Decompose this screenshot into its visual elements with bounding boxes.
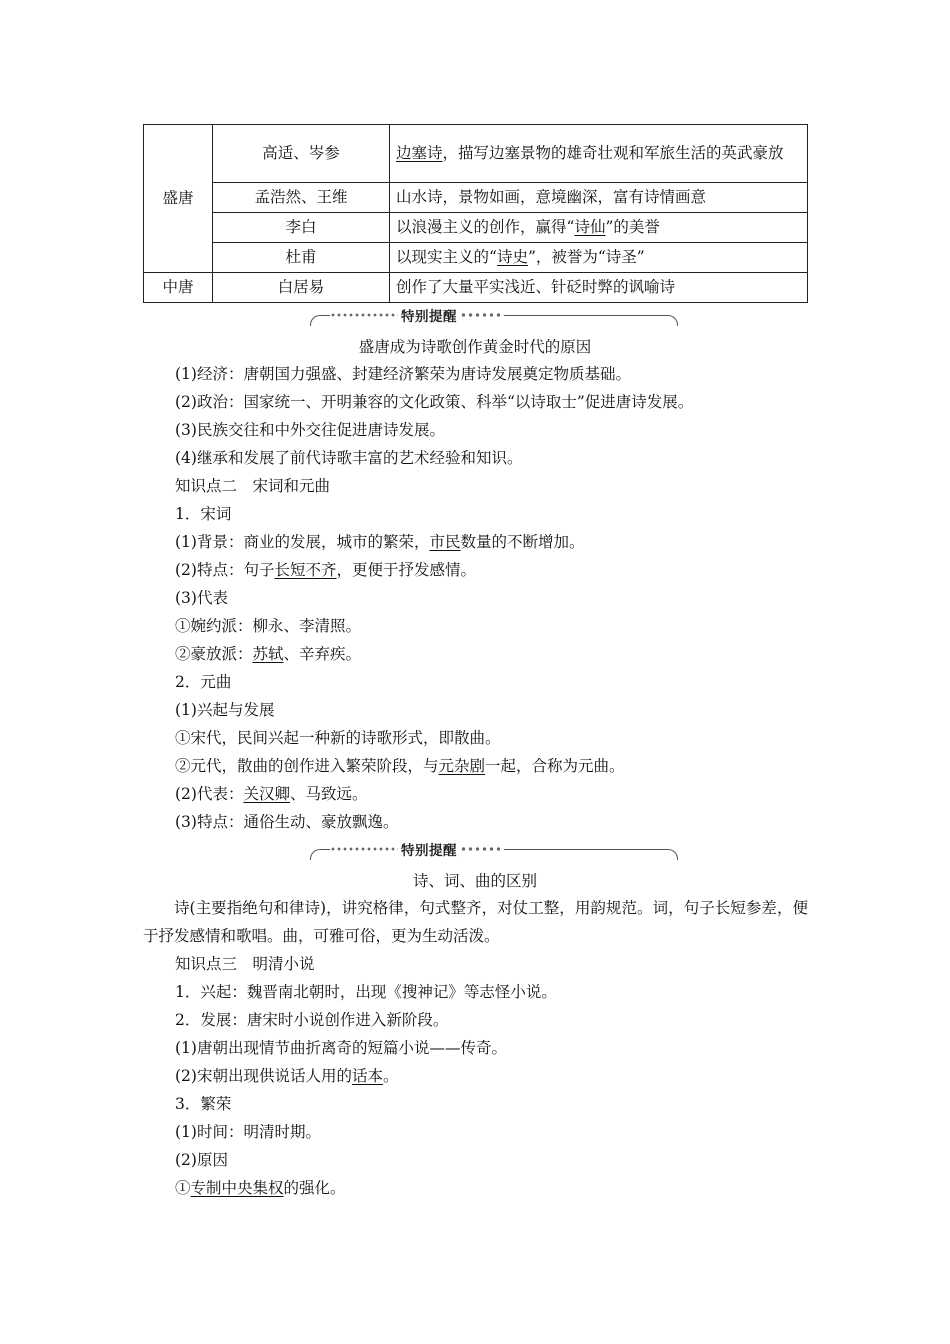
list-item: ①婉约派：柳永、李清照。: [175, 617, 362, 635]
list-item: (4)继承和发展了前代诗歌丰富的艺术经验和知识。: [175, 449, 523, 467]
dotted-ornament: [330, 844, 398, 854]
list-item: (3)代表: [175, 589, 228, 607]
underlined-term: 元杂剧: [438, 757, 486, 775]
list-item: ②元代，散曲的创作进入繁荣阶段，与元杂剧一起，合称为元曲。: [175, 757, 625, 775]
reminder-paragraph: 诗(主要指绝句和律诗)，讲究格律，句式整齐，对仗工整，用韵规范。词，句子长短参差，便于抒发感情和歌唱。曲，可雅可俗，更为生动活泼。: [143, 899, 808, 945]
table-row: [144, 243, 808, 273]
underlined-term: 话本: [351, 1067, 383, 1085]
poet-cell: 杜甫: [213, 243, 390, 273]
list-item: (1)时间：明清时期。: [175, 1123, 321, 1141]
desc-cell: 边塞诗，描写边塞景物的雄奇壮观和军旅生活的英武豪放: [390, 125, 808, 183]
subsection-heading: 2．元曲: [175, 673, 232, 691]
list-item: (3)民族交往和中外交往促进唐诗发展。: [175, 421, 445, 439]
list-item: (2)代表：关汉卿、马致远。: [175, 785, 368, 803]
list-item: ①专制中央集权的强化。: [175, 1179, 346, 1197]
poet-cell: 李白: [213, 213, 390, 243]
list-item: (2)原因: [175, 1151, 228, 1169]
dynasty-cell: 中唐: [144, 273, 213, 303]
desc-cell: 山水诗，景物如画，意境幽深，富有诗情画意: [390, 183, 808, 213]
list-item: (2)宋朝出现供说话人用的话本。: [175, 1067, 399, 1085]
dotted-ornament: [330, 310, 398, 320]
reminder-title: 诗、词、曲的区别: [412, 872, 537, 890]
list-item: (3)特点：通俗生动、豪放飘逸。: [175, 813, 399, 831]
poet-cell: 白居易: [213, 273, 390, 303]
list-item: ②豪放派：苏轼、辛弃疾。: [175, 645, 362, 663]
table-row: [144, 125, 808, 183]
desc-cell: 以浪漫主义的创作，赢得“诗仙”的美誉: [390, 213, 808, 243]
table-row: [144, 183, 808, 213]
list-item: (1)兴起与发展: [175, 701, 275, 719]
poet-cell: 高适、岑参: [213, 125, 390, 183]
list-item: 2．发展：唐宋时小说创作进入新阶段。: [175, 1011, 449, 1029]
list-item: (2)特点：句子长短不齐，更便于抒发感情。: [175, 561, 476, 579]
section-heading: 知识点二 宋词和元曲: [175, 477, 331, 495]
special-reminder-banner: [310, 308, 678, 328]
underlined-term: 长短不齐: [274, 561, 337, 579]
underlined-term: 诗史: [496, 248, 528, 266]
dynasty-cell: 盛唐: [144, 125, 213, 273]
subsection-heading: 3．繁荣: [175, 1095, 232, 1113]
underlined-term: 边塞诗: [396, 144, 443, 162]
dotted-ornament: [460, 844, 504, 854]
poet-cell: 孟浩然、王维: [213, 183, 390, 213]
underlined-term: 市民: [429, 533, 461, 551]
underlined-term: 关汉卿: [243, 785, 290, 803]
desc-cell: 以现实主义的“诗史”，被誉为“诗圣”: [390, 243, 808, 273]
list-item: 1．兴起：魏晋南北朝时，出现《搜神记》等志怪小说。: [175, 983, 557, 1001]
reminder-label: 特别提醒: [398, 839, 460, 859]
section-heading: 知识点三 明清小说: [175, 955, 315, 973]
underlined-term: 苏轼: [252, 645, 284, 663]
reminder-label: 特别提醒: [398, 305, 460, 325]
desc-cell: 创作了大量平实浅近、针砭时弊的讽喻诗: [390, 273, 808, 303]
table-row: [144, 273, 808, 303]
table-row: [144, 213, 808, 243]
reminder-title: 盛唐成为诗歌创作黄金时代的原因: [358, 338, 592, 356]
dotted-ornament: [460, 310, 504, 320]
list-item: (1)背景：商业的发展，城市的繁荣，市民数量的不断增加。: [175, 533, 585, 551]
special-reminder-banner: [310, 842, 678, 862]
list-item: (1)经济：唐朝国力强盛、封建经济繁荣为唐诗发展奠定物质基础。: [175, 365, 631, 383]
subsection-heading: 1．宋词: [175, 505, 232, 523]
underlined-term: 专制中央集权: [190, 1179, 284, 1197]
underlined-term: 诗仙: [574, 218, 606, 236]
list-item: (2)政治：国家统一、开明兼容的文化政策、科举“以诗取士”促进唐诗发展。: [175, 393, 694, 411]
poets-table: [143, 124, 808, 303]
list-item: ①宋代，民间兴起一种新的诗歌形式，即散曲。: [175, 729, 501, 747]
list-item: (1)唐朝出现情节曲折离奇的短篇小说——传奇。: [175, 1039, 507, 1057]
